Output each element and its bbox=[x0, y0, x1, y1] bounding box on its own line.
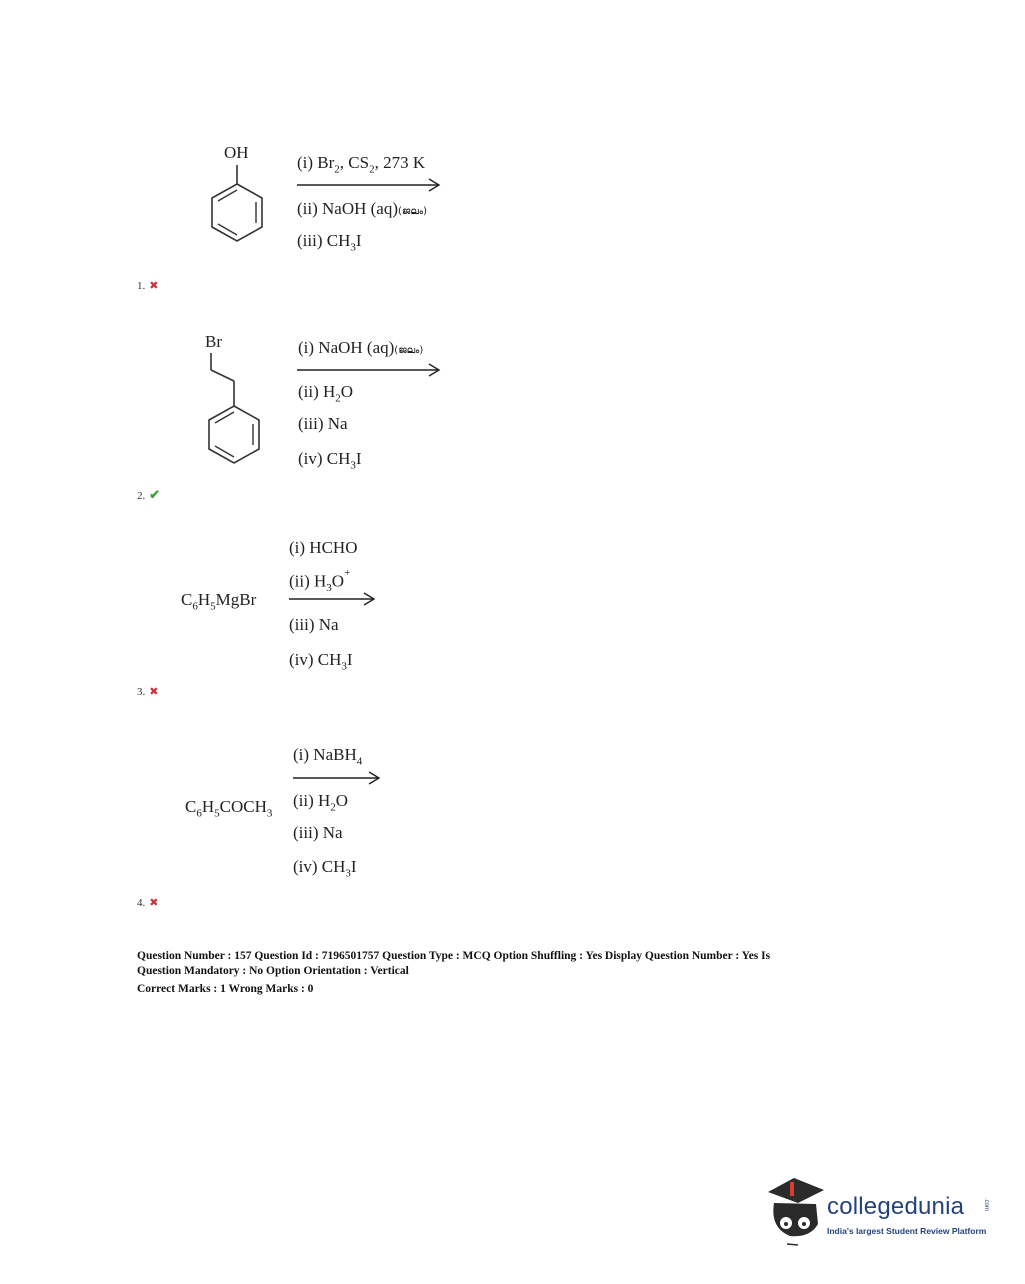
option-number-3: 3. ✖ bbox=[137, 686, 159, 698]
cross-mark-icon: ✖ bbox=[149, 897, 159, 909]
question-meta bbox=[137, 949, 897, 997]
cross-mark-icon: ✖ bbox=[149, 686, 159, 698]
reagent-step-3: (iii) Na bbox=[298, 414, 348, 433]
reagent-step-1: (i) $Br_2$, $CS_2$, 273 K bbox=[297, 153, 426, 176]
reagent-step-4: (iv) $CH_3I$ bbox=[298, 449, 362, 472]
reagent-step-3: (iii) Na bbox=[289, 615, 339, 634]
meta-line-1: Question Number : 157 Question Id : 7196501757 Question Type : MCQ Option Shuffling : Yes Display Question Number : Yes Is bbox=[137, 950, 771, 962]
reagent-step-2: (ii) $H_2O$ bbox=[298, 382, 354, 405]
option-number-1: 1. ✖ bbox=[137, 280, 159, 292]
reagent-step-2: (ii) $H_2O$ bbox=[293, 791, 349, 814]
brand-domain: .com bbox=[983, 1198, 989, 1212]
reagent-step-3: (iii) Na bbox=[293, 823, 343, 842]
reagent-step-2: (ii) NaOH (aq)(ജലം) bbox=[297, 199, 427, 218]
option-number-2: 2. ✔ bbox=[137, 487, 161, 502]
check-mark-icon: ✔ bbox=[149, 487, 161, 502]
reagent-step-1: (i) HCHO bbox=[289, 538, 358, 557]
reagent-step-4: (iv) $CH_3I$ bbox=[293, 857, 357, 880]
reagent-step-1: (i) NaOH (aq)(ജലം) bbox=[298, 338, 424, 357]
cross-mark-icon: ✖ bbox=[149, 280, 159, 292]
option-number-4: 4. ✖ bbox=[137, 897, 159, 909]
reagent-step-4: (iv) $CH_3I$ bbox=[289, 650, 353, 673]
hydroxyl-label: OH bbox=[224, 143, 249, 162]
bromo-label: Br bbox=[205, 332, 222, 351]
reagent-step-3: (iii) $CH_3I$ bbox=[297, 231, 362, 254]
reactant-label: $C_6H_5MgBr$ bbox=[181, 590, 257, 613]
meta-line-3: Correct Marks : 1 Wrong Marks : 0 bbox=[137, 983, 314, 995]
reagent-step-1: (i) NaBH$_4$ bbox=[293, 745, 363, 768]
reactant-label: $C_6H_5COCH_3$ bbox=[185, 797, 273, 820]
meta-line-2: Question Mandatory : No Option Orientation : Vertical bbox=[137, 965, 409, 977]
mascot-icon bbox=[0, 0, 1, 1]
reagent-step-2: (ii) $H_3O^+$ bbox=[289, 567, 351, 595]
brand-name: collegedunia bbox=[827, 1193, 965, 1220]
brand-tagline: India's largest Student Review Platform bbox=[827, 1226, 987, 1236]
